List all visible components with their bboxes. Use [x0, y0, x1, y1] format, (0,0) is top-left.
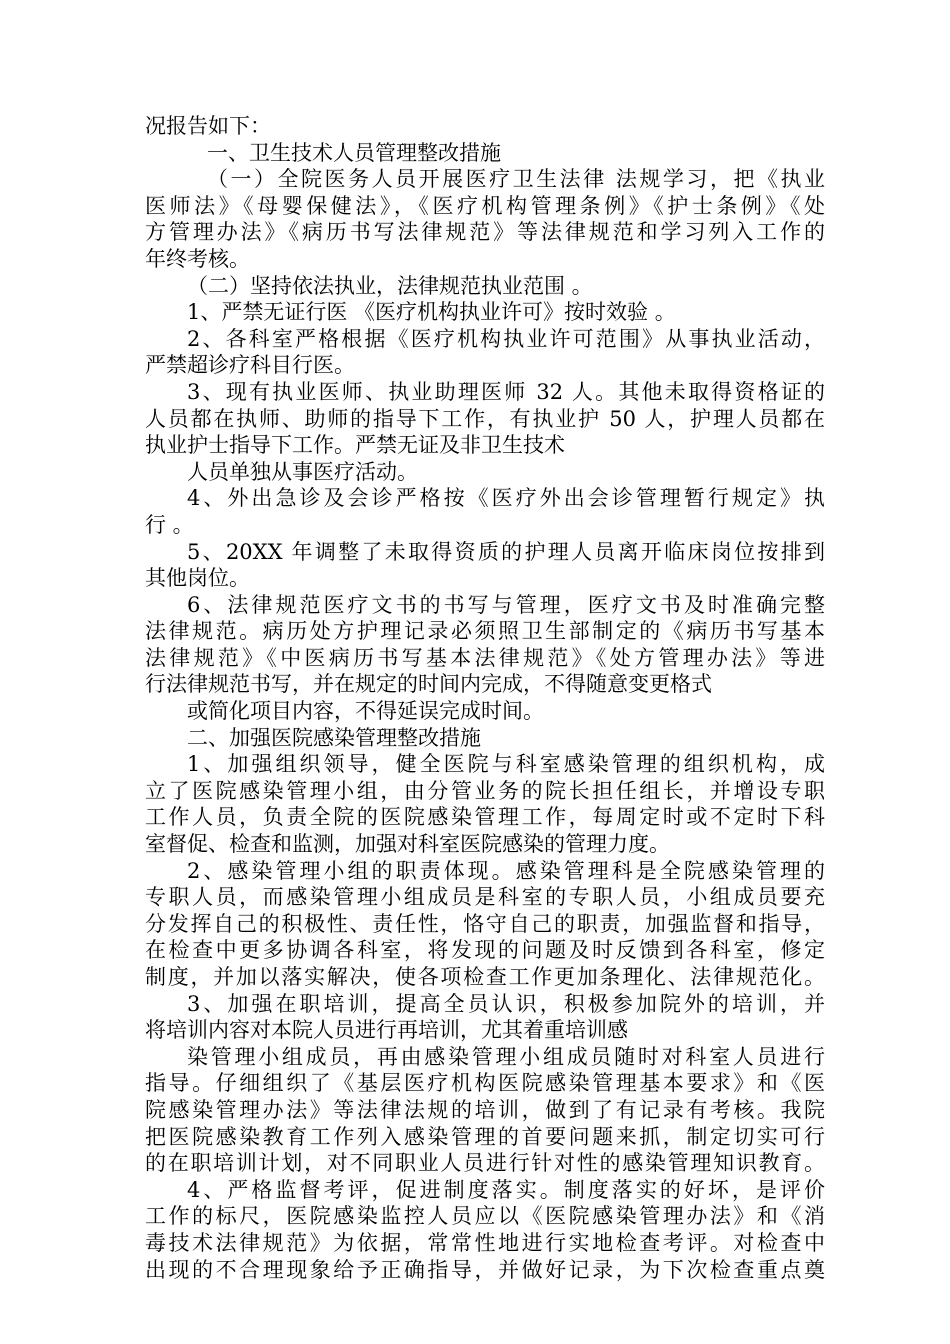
text-line: 其他岗位。 — [145, 566, 250, 591]
text-line: 人员都在执师、助师的指导下工作，有执业护 50 人，护理人员都在 — [145, 406, 825, 431]
text-line: 毒技术法律规范》为依据，常常性地进行实地检查考评。对检查中 — [145, 1230, 825, 1255]
text-line: 室督促、检查和监测，加强对科室医院感染的管理力度。 — [145, 832, 670, 857]
text-line: 4、外出急诊及会诊严格按《医疗外出会诊管理暂行规定》执 — [187, 486, 825, 511]
text-line: （一）全院医务人员开展医疗卫生法律 法规学习，把《执业 — [207, 167, 825, 192]
text-line: 2、感染管理小组的职责体现。感染管理科是全院感染管理的 — [187, 858, 825, 883]
text-line: 况报告如下： — [145, 114, 271, 138]
text-line: 出现的不合理现象给予正确指导，并做好记录，为下次检查重点奠 — [145, 1257, 825, 1282]
text-line: 制度，并加以落实解决，使各项检查工作更加条理化、法律规范化。 — [145, 965, 825, 989]
document-body — [145, 113, 825, 1283]
text-line: 专职人员，而感染管理小组成员是科室的专职人员，小组成员要充 — [145, 885, 825, 910]
text-line: 指导。仔细组织了《基层医疗机构医院感染管理基本要求》和《医 — [145, 1071, 825, 1096]
text-line: 3、加强在职培训，提高全员认识，积极参加院外的培训，并 — [187, 991, 825, 1016]
text-line: 把医院感染教育工作列入感染管理的首要问题来抓，制定切实可行 — [145, 1124, 825, 1149]
text-line: 将培训内容对本院人员进行再培训，尤其着重培训感 — [145, 1018, 628, 1043]
text-line: 4、严格监督考评，促进制度落实。制度落实的好坏，是评价 — [187, 1177, 825, 1202]
text-line: 工作的标尺，医院感染监控人员应以《医院感染管理办法》和《消 — [145, 1204, 825, 1229]
text-line: 6、法律规范医疗文书的书写与管理，医疗文书及时准确完整 — [187, 592, 825, 617]
text-line: 行法律规范书写，并在规定的时间内完成，不得随意变更格式 — [145, 672, 712, 697]
text-line: 的在职培训计划，对不同职业人员进行针对性的感染管理知识教育。 — [145, 1151, 825, 1176]
text-line: 工作人员，负责全院的医院感染管理工作，每周定时或不定时下科 — [145, 805, 825, 830]
text-line: 3、现有执业医师、执业助理医师 32 人。其他未取得资格证的 — [187, 379, 825, 404]
text-line: 染管理小组成员，再由感染管理小组成员随时对科室人员进行 — [187, 1044, 825, 1069]
text-line: 法律规范。病历处方护理记录必须照卫生部制定的《病历书写基本 — [145, 619, 825, 644]
text-line: 分发挥自己的积极性、责任性，恪守自己的职责，加强监督和指导， — [145, 911, 825, 936]
text-line: 立了医院感染管理小组，由分管业务的院长担任组长，并增设专职 — [145, 778, 825, 803]
text-line: 行 。 — [145, 512, 194, 537]
text-line: 2、各科室严格根据《医疗机构执业许可范围》从事执业活动， — [187, 326, 825, 351]
text-line: 方管理办法》《病历书写法律规范》等法律规范和学习列入工作的 — [145, 220, 825, 245]
text-line: 1、加强组织领导，健全医院与科室感染管理的组织机构，成 — [187, 752, 825, 777]
text-line: 法律规范》《中医病历书写基本法律规范》《处方管理办法》等进 — [145, 645, 825, 670]
text-line: （二）坚持依法执业，法律规范执业范围 。 — [187, 273, 593, 298]
text-line: 院感染管理办法》等法律法规的培训，做到了有记录有考核。我院 — [145, 1097, 825, 1122]
section-heading: 二、加强医院感染管理整改措施 — [187, 725, 481, 750]
text-line: 严禁超诊疗科目行医。 — [145, 353, 355, 378]
text-line: 或简化项目内容，不得延误完成时间。 — [187, 699, 544, 724]
text-line: 年终考核。 — [145, 246, 250, 271]
section-heading: 一、卫生技术人员管理整改措施 — [207, 140, 501, 165]
text-line: 人员单独从事医疗活动。 — [187, 459, 418, 484]
text-line: 医师法》《母婴保健法》，《医疗机构管理条例》《护士条例》《处 — [145, 193, 825, 218]
text-line: 执业护士指导下工作。严禁无证及非卫生技术 — [145, 433, 565, 458]
text-line: 1、严禁无证行医 《医疗机构执业许可》按时效验 。 — [187, 300, 676, 325]
text-line: 在检查中更多协调各科室，将发现的问题及时反馈到各科室，修定 — [145, 938, 825, 963]
text-line: 5、20XX 年调整了未取得资质的护理人员离开临床岗位按排到 — [187, 539, 825, 564]
